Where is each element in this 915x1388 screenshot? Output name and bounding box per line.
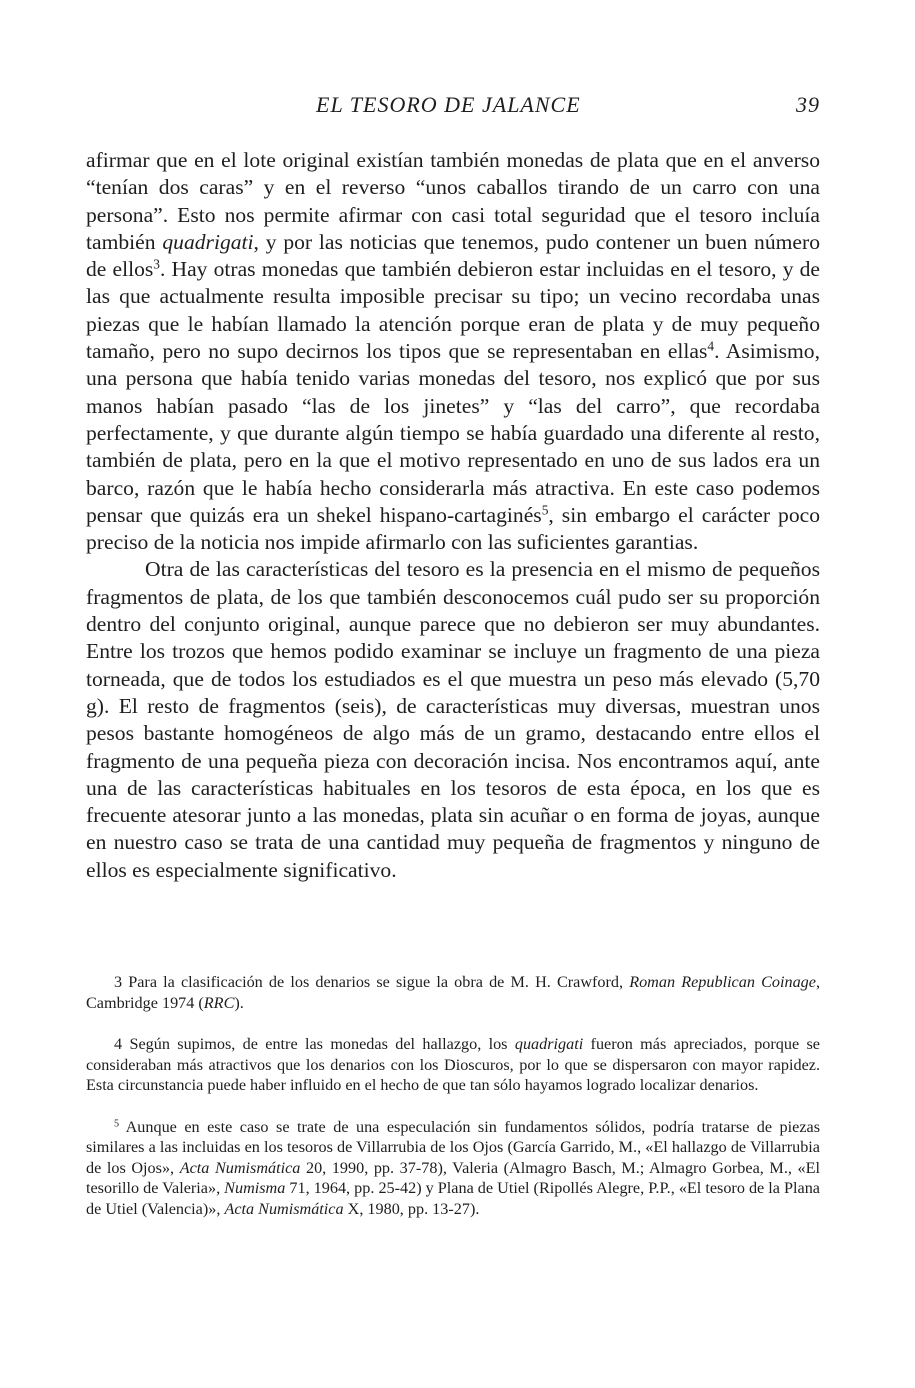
italic-abbrev: RRC (203, 993, 235, 1012)
text-run: Aunque en este caso se trate de una especulación sin fundamentos sólidos, podría tratarse de piezas similares a las incluidas en los tesoros de Villarrubia de los Ojos (García Garrido, M., «El hallazgo de Villarrubia de los Ojos», (86, 1117, 820, 1177)
footnotes (86, 972, 820, 1240)
running-head (86, 92, 820, 122)
text-run: Según supimos, de entre las monedas del hallazgo, los (122, 1035, 515, 1053)
footnote-3 (86, 972, 820, 1013)
text-run: Para la clasificación de los denarios se sigue la obra de M. H. Crawford, (122, 973, 630, 991)
page-number: 39 (796, 92, 820, 117)
footnote-number: 3 (114, 973, 123, 991)
italic-term: quadrigati (514, 1035, 584, 1053)
paragraph-2: Otra de las características del tesoro es la presencia en el mismo de pequeños fragmentos de plata, de los que también desconocemos cuál pudo ser su proporción dentro del conjunto original, aunque parece que no debieron ser muy abundantes. Entre los trozos que hemos podido examinar se incluye un fragmento de una pieza torneada, que de todos los estudiados es el que muestra un peso más elevado (5,70 g). El resto de fragmentos (seis), de características muy diversas, muestran unos pesos bastante homogéneos de algo más de un gramo, destacando entre ellos el fragmento de una pequeña pieza con decoración incisa. Nos encontramos aquí, ante una de las características habituales en los tesoros de esta época, en los que es frecuente atesorar junto a las monedas, plata sin acuñar o en forma de joyas, aunque en nuestro caso se trata de una cantidad muy pequeña de fragmentos y ninguno de ellos es especialmente significativo. (86, 557, 820, 882)
text-run: , sin embargo el carácter poco preciso de la noticia nos impide afirmarlo con las suficientes garantias. (86, 502, 820, 555)
footnote-ref-5[interactable]: 5 (541, 502, 549, 518)
text-run: X, 1980, pp. 13-27). (343, 1199, 480, 1218)
footnote-ref-3[interactable]: 3 (153, 256, 160, 272)
text-run: . Asimismo, una persona que había tenido varias monedas del tesoro, nos explicó que por sus manos habían pasado “las de los jinetes” y “las del carro”, que recordaba perfectamente, y que durante algún tiempo se había guardado una diferente al resto, también de plata, pero en la que el motivo representado en uno de sus lados era un barco, razón que le había hecho considerarla más atractiva. En este caso podemos pensar que quizás era un shekel hispano-cartaginés (86, 339, 820, 527)
text-run: afirmar que en el lote original existían también monedas de plata que en el anverso “tenían dos caras” y en el reverso “unos caballos tirando de un carro con una persona”. Esto nos permite afirmar con casi total seguridad que el tesoro incluía también (86, 148, 820, 254)
italic-title: Numisma (224, 1179, 286, 1197)
text-run: 71, 1964, pp. 25-42) y Plana de Utiel (Ripollés Alegre, P.P., «El tesoro de la Plana de Utiel (Valencia)», (86, 1179, 820, 1218)
text-run: , y por las noticias que tenemos, pudo contener un buen número de ellos (86, 229, 820, 282)
paragraph-1 (86, 147, 820, 556)
text-run: 20, 1990, pp. 37-78), Valeria (Almagro Basch, M.; Almagro Gorbea, M., «El tesorillo de Valeria», (86, 1158, 820, 1197)
footnote-5 (86, 1117, 820, 1220)
footnote-number: 4 (114, 1035, 123, 1053)
text-run: . Hay otras monedas que también debieron estar incluidas en el tesoro, y de las que actualmente resulta imposible precisar su tipo; un vecino recordaba unas piezas que le habían llamado la atención porque eran de plata y de muy pequeño tamaño, pero no supo decirnos los tipos que se representaban en ellas (86, 257, 820, 364)
footnote-4 (86, 1034, 820, 1096)
footnote-number: 5 (114, 1117, 120, 1129)
page (86, 0, 820, 1388)
running-title: EL TESORO DE JALANCE (316, 92, 581, 117)
italic-title: Acta Numismática (179, 1158, 301, 1177)
footnote-ref-4[interactable]: 4 (707, 338, 715, 354)
italic-title: Acta Numismática (224, 1199, 344, 1218)
body-text (86, 147, 820, 884)
text-run: ). (234, 993, 244, 1012)
italic-title: Roman Republican Coinage (629, 973, 816, 991)
italic-term: quadrigati (162, 229, 254, 254)
text-run: , Cambridge 1974 ( (86, 973, 820, 1012)
text-run: fueron más apreciados, porque se consideraban más atractivos que los denarios con los Dioscuros, por lo que se dispersaron con mayor rapidez. Esta circunstancia puede haber influido en el hecho de que tan sólo hayamos logrado localizar denarios. (86, 1035, 820, 1094)
